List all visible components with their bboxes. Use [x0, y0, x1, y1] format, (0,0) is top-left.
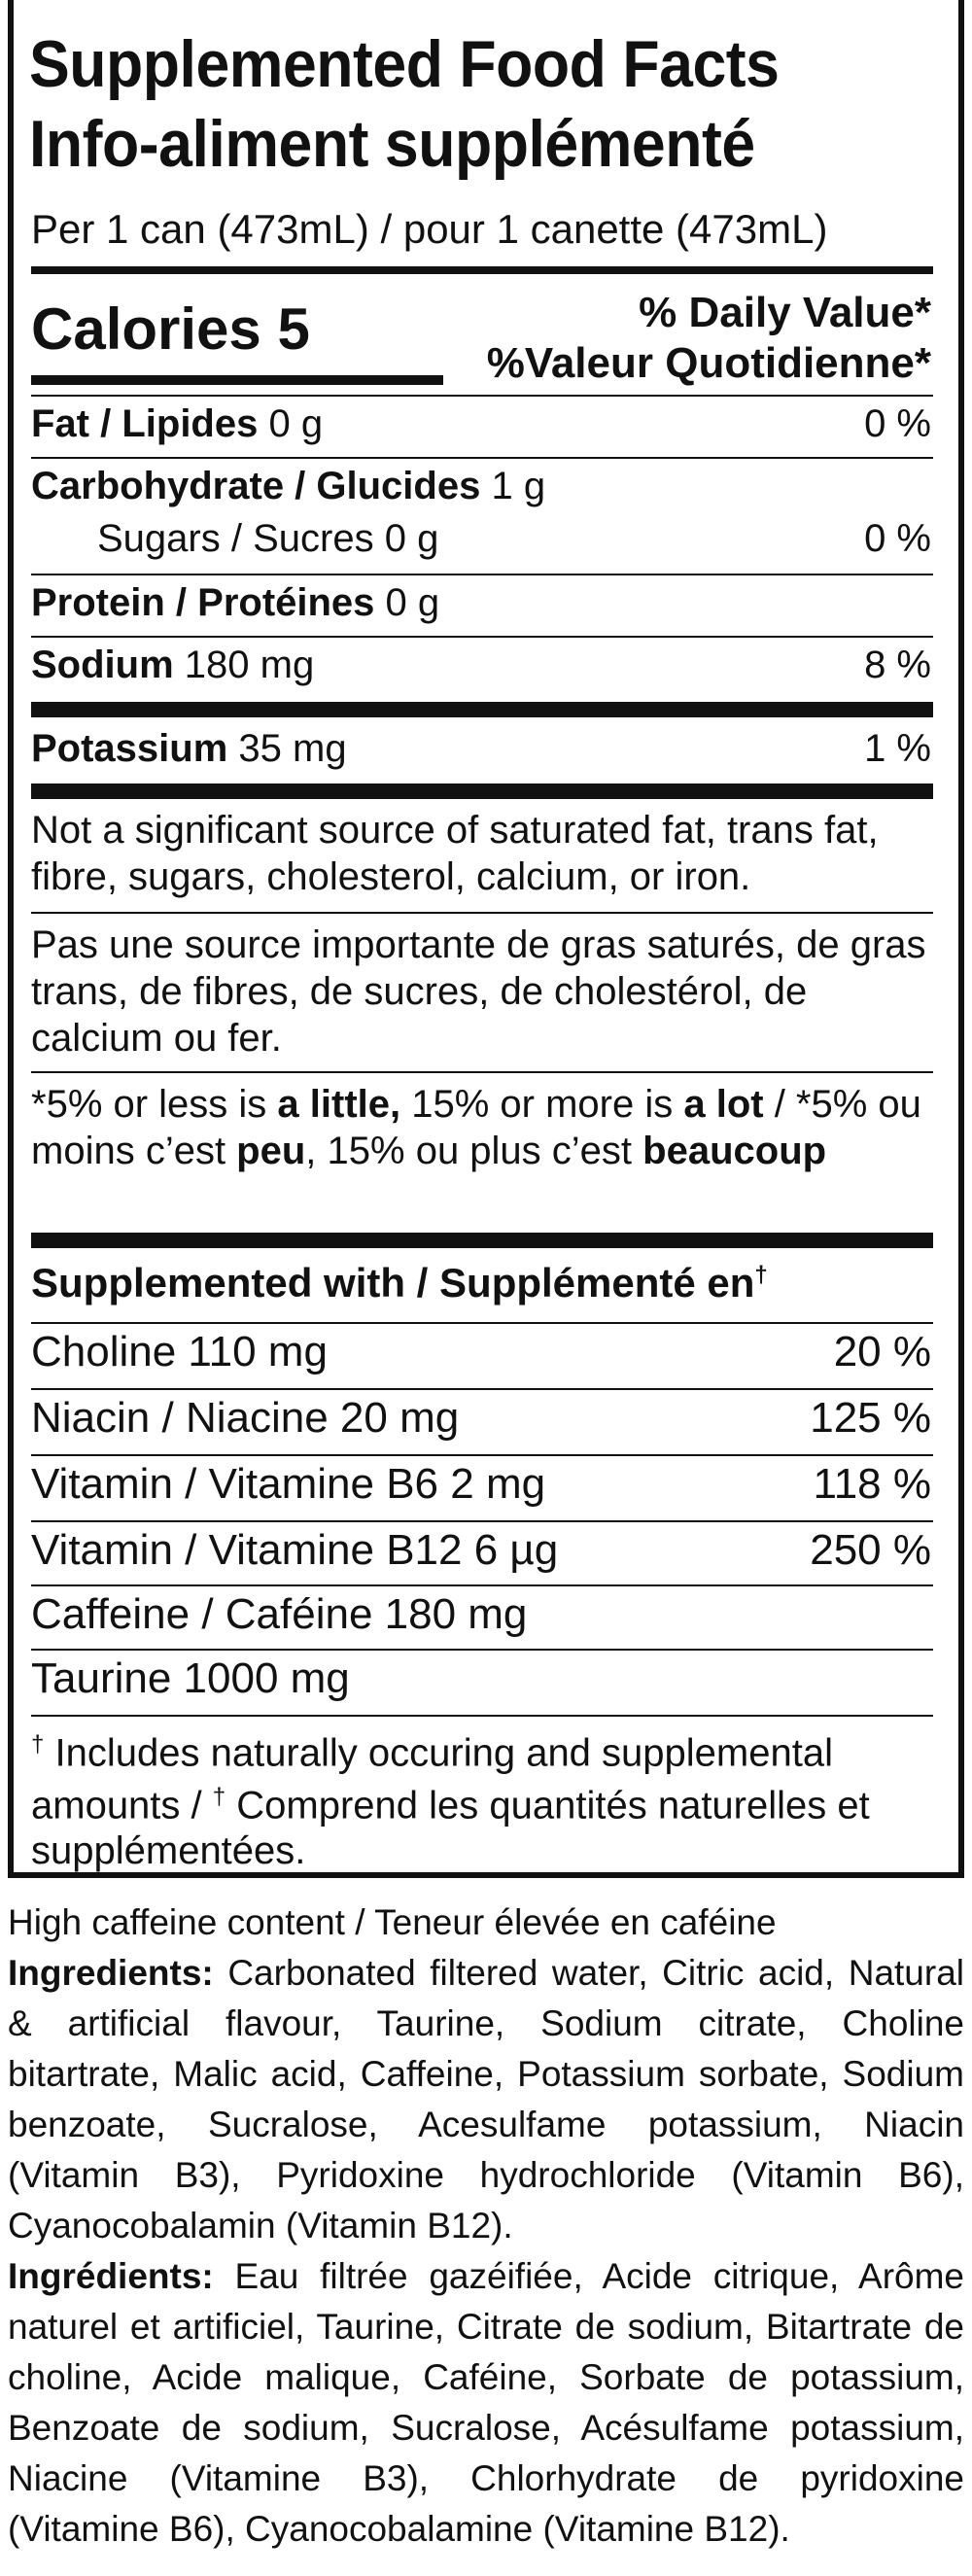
ingredients-en: [8, 1948, 964, 2251]
rule: [31, 395, 933, 397]
daily-value-fr: %Valeur Quotidienne*: [486, 339, 931, 387]
footnote-fr: Comprend les quantités naturelles et supplémentées.: [31, 1784, 870, 1872]
rule-thick: [31, 783, 933, 799]
nutrient-label: Carbohydrate / Glucides: [31, 465, 481, 507]
nutrient-label: Fat / Lipides: [31, 402, 259, 445]
rule-thick: [31, 702, 933, 717]
daily-value-scale-note: [31, 1081, 933, 1174]
scale-text: 15% or more is: [400, 1083, 684, 1126]
nutrient-label: Potassium: [31, 727, 228, 770]
caffeine-warning: High caffeine content / Teneur élevée en caféine: [8, 1902, 777, 1942]
supplement-row: [31, 1328, 931, 1376]
supplement-label: Niacin / Niacine 20 mg: [31, 1394, 460, 1442]
supplement-dv: 125 %: [810, 1394, 931, 1442]
calories-rule: [31, 375, 443, 385]
nutrient-dv: 1 %: [864, 727, 931, 770]
ingredients-en-label: Ingredients:: [8, 1953, 214, 1993]
serving-size: Per 1 can (473mL) / pour 1 canette (473mL): [31, 206, 828, 252]
scale-bold: beaucoup: [642, 1130, 827, 1172]
nutrient-label: Sugars / Sucres: [97, 517, 374, 560]
supplement-row: [31, 1394, 931, 1443]
supplement-label: Choline 110 mg: [31, 1328, 328, 1375]
nutrient-row-sugars: [97, 517, 931, 561]
supplement-row: [31, 1654, 931, 1703]
not-significant-en: Not a significant source of saturated fat, trans fat, fibre, sugars, cholesterol, calcium, or iron.: [31, 809, 879, 898]
supplement-row: [31, 1526, 931, 1575]
supplemented-heading-text: Supplemented with / Supplémenté en: [31, 1260, 755, 1305]
supplement-label: Vitamin / Vitamine B12 6 µg: [31, 1526, 559, 1574]
nutrient-amount: 0 g: [385, 581, 440, 624]
daily-value-en: % Daily Value*: [639, 289, 931, 336]
nutrient-amount: 1 g: [491, 465, 546, 507]
ingredients-en-text: Carbonated filtered water, Citric acid, Natural & artificial flavour, Taurine, Sodium citrate, Choline bitartrate, Malic acid, Caffeine, Potassium sorbate, Sodium benzoate, Sucralose, Acesulfame potassium, Niacin (Vitamin B3), Pyridoxine hydrochloride (Vitamin B6), Cyanocobalamin (Vitamin B12).: [8, 1953, 964, 2245]
rule: [31, 912, 933, 914]
nutrient-amount: 0 g: [268, 402, 324, 445]
scale-text: / *5% ou moins c’est: [31, 1083, 921, 1172]
rule: [31, 1388, 933, 1390]
supplement-row: [31, 1590, 931, 1639]
rule-top: [31, 266, 933, 274]
nutrient-amount: 180 mg: [184, 644, 315, 686]
nutrient-dv: 0 %: [864, 517, 931, 560]
nutrient-amount: 0 g: [384, 517, 439, 560]
scale-text: *5% or less is: [31, 1083, 278, 1126]
rule: [31, 457, 933, 459]
ingredients-fr-label: Ingrédients:: [8, 2256, 214, 2296]
title-en: Supplemented Food Facts: [29, 27, 780, 101]
footnote-en: Includes naturally occuring and supplemental amounts /: [31, 1731, 833, 1828]
nutrient-row-sodium: [31, 644, 931, 687]
nutrient-label: Protein / Protéines: [31, 581, 375, 624]
rule: [31, 1322, 933, 1324]
ingredients-block: [8, 1897, 964, 2555]
supplement-dv: 20 %: [833, 1328, 931, 1375]
rule: [31, 574, 933, 575]
scale-bold: peu: [236, 1130, 306, 1172]
nutrient-amount: 35 mg: [238, 727, 347, 770]
dagger-mark: †: [212, 1784, 226, 1811]
supplement-row: [31, 1460, 931, 1509]
supplement-footnote: [31, 1723, 933, 1873]
supplement-dv: 118 %: [813, 1460, 931, 1508]
ingredients-fr-text: Eau filtrée gazéifiée, Acide citrique, Arôme naturel et artificiel, Taurine, Citrate de sodium, Bitartrate de choline, Acide malique, Caféine, Sorbate de potassium, Benzoate de sodium, Sucralose, Acésulfame potassium, Niacine (Vitamine B3), Chlorhydrate de pyridoxine (Vitamine B6), Cyanocobalamine (Vitamine B12).: [8, 2256, 964, 2549]
nutrient-row-protein: [31, 581, 931, 625]
rule: [31, 1454, 933, 1456]
rule-thick: [31, 1233, 933, 1248]
rule: [31, 1649, 933, 1651]
nutrient-dv: 8 %: [864, 644, 931, 686]
nutrient-row-fat: [31, 402, 931, 446]
not-significant-fr: Pas une source importante de gras saturés, de gras trans, de fibres, de sucres, de cholestérol, de calcium ou fer.: [31, 923, 926, 1060]
scale-text: , 15% ou plus c’est: [305, 1130, 643, 1172]
nutrient-label: Sodium: [31, 644, 174, 686]
dagger-mark: †: [754, 1262, 768, 1288]
rule: [31, 1071, 933, 1073]
supplement-label: Vitamin / Vitamine B6 2 mg: [31, 1460, 546, 1508]
supplement-label: Caffeine / Caféine 180 mg: [31, 1590, 528, 1638]
rule: [31, 1715, 933, 1717]
supplement-label: Taurine 1000 mg: [31, 1654, 350, 1702]
nutrient-row-carbohydrate: [31, 465, 931, 508]
rule: [31, 1584, 933, 1586]
nutrient-dv: 0 %: [864, 402, 931, 445]
nutrient-row-potassium: [31, 727, 931, 771]
ingredients-fr: [8, 2251, 964, 2555]
supplement-dv: 250 %: [810, 1526, 931, 1574]
dagger-mark: †: [31, 1731, 45, 1758]
supplemented-heading: [31, 1260, 931, 1306]
scale-bold: a lot: [683, 1083, 764, 1126]
scale-bold: a little,: [277, 1083, 401, 1126]
title-fr: Info-aliment supplémenté: [29, 107, 755, 181]
calories: Calories 5: [31, 296, 310, 362]
rule: [31, 636, 933, 638]
rule: [31, 1520, 933, 1522]
